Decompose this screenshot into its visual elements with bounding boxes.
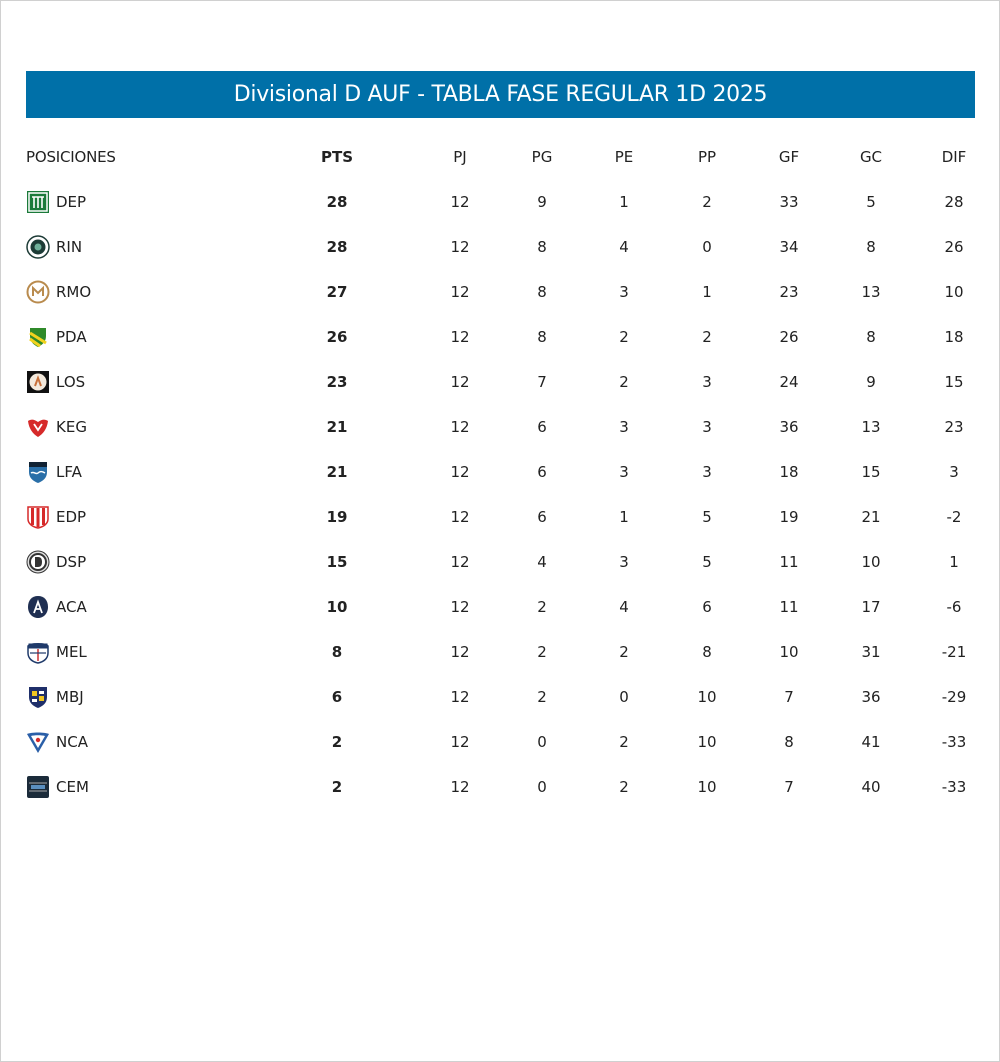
dif-cell: 3	[949, 462, 959, 481]
pe-cell: 4	[619, 597, 629, 616]
dif-cell: 1	[949, 552, 959, 571]
column-header-gf: GF	[778, 148, 800, 166]
dsp-crest-icon	[26, 550, 50, 574]
dif-cell: 15	[944, 372, 964, 391]
team-cell	[26, 179, 276, 224]
table-row	[26, 539, 975, 584]
team-cell	[26, 764, 276, 809]
pp-cell: 10	[697, 777, 717, 796]
gc-cell: 41	[861, 732, 881, 751]
pe-cell: 0	[619, 687, 629, 706]
pg-cell: 6	[537, 462, 547, 481]
table-row	[26, 494, 975, 539]
pg-cell: 0	[537, 777, 547, 796]
dif-cell: 23	[944, 417, 964, 436]
gc-cell: 13	[861, 282, 881, 301]
gc-cell: 40	[861, 777, 881, 796]
pts-cell: 28	[326, 237, 348, 256]
gc-cell: 17	[861, 597, 881, 616]
team-name: RIN	[56, 237, 83, 256]
pp-cell: 3	[702, 462, 712, 481]
table-row	[26, 449, 975, 494]
table-row	[26, 359, 975, 404]
pg-cell: 6	[537, 507, 547, 526]
pts-cell: 28	[326, 192, 348, 211]
aca-crest-icon	[26, 595, 50, 619]
pj-cell: 12	[450, 417, 470, 436]
nca-crest-icon	[26, 730, 50, 754]
team-cell	[26, 269, 276, 314]
gf-cell: 26	[779, 327, 799, 346]
team-name: PDA	[56, 327, 87, 346]
gc-cell: 5	[866, 192, 876, 211]
pts-cell: 27	[326, 282, 348, 301]
gf-cell: 18	[779, 462, 799, 481]
gf-cell: 7	[784, 687, 794, 706]
pj-cell: 12	[450, 687, 470, 706]
pp-cell: 3	[702, 372, 712, 391]
pp-cell: 0	[702, 237, 712, 256]
pts-cell: 19	[326, 507, 348, 526]
pj-cell: 12	[450, 282, 470, 301]
pg-cell: 7	[537, 372, 547, 391]
pg-cell: 0	[537, 732, 547, 751]
pts-cell: 2	[331, 777, 343, 796]
pg-cell: 4	[537, 552, 547, 571]
pp-cell: 6	[702, 597, 712, 616]
table-row	[26, 179, 975, 224]
rin-crest-icon	[26, 235, 50, 259]
mbj-crest-icon	[26, 685, 50, 709]
table-row	[26, 404, 975, 449]
team-name: KEG	[56, 417, 87, 436]
team-name: EDP	[56, 507, 87, 526]
column-header-pg: PG	[531, 148, 553, 166]
pg-cell: 2	[537, 597, 547, 616]
keg-crest-icon	[26, 415, 50, 439]
gf-cell: 23	[779, 282, 799, 301]
team-name: CEM	[56, 777, 89, 796]
gc-cell: 15	[861, 462, 881, 481]
team-name: MEL	[56, 642, 87, 661]
pts-cell: 21	[326, 417, 348, 436]
pts-cell: 6	[331, 687, 343, 706]
gc-cell: 21	[861, 507, 881, 526]
dep-crest-icon	[26, 190, 50, 214]
table-row	[26, 224, 975, 269]
pe-cell: 3	[619, 282, 629, 301]
dif-cell: -2	[946, 507, 962, 526]
pp-cell: 5	[702, 552, 712, 571]
column-header-pj: PJ	[453, 148, 467, 166]
pts-cell: 26	[326, 327, 348, 346]
team-cell	[26, 539, 276, 584]
pg-cell: 8	[537, 282, 547, 301]
column-header-pp: PP	[697, 148, 717, 166]
column-header-gc: GC	[859, 148, 883, 166]
pp-cell: 3	[702, 417, 712, 436]
team-name: DEP	[56, 192, 87, 211]
team-cell	[26, 584, 276, 629]
pts-cell: 21	[326, 462, 348, 481]
los-crest-icon	[26, 370, 50, 394]
pg-cell: 2	[537, 642, 547, 661]
edp-crest-icon	[26, 505, 50, 529]
pj-cell: 12	[450, 462, 470, 481]
table-title-banner	[26, 71, 975, 118]
column-header-pts: PTS	[320, 148, 354, 166]
dif-cell: -33	[941, 777, 967, 796]
gf-cell: 19	[779, 507, 799, 526]
rmo-crest-icon	[26, 280, 50, 304]
gf-cell: 33	[779, 192, 799, 211]
table-row	[26, 764, 975, 809]
pts-cell: 15	[326, 552, 348, 571]
pts-cell: 23	[326, 372, 348, 391]
table-row	[26, 629, 975, 674]
team-name: LOS	[56, 372, 86, 391]
pda-crest-icon	[26, 325, 50, 349]
team-name: NCA	[56, 732, 88, 751]
gc-cell: 10	[861, 552, 881, 571]
column-header-posiciones: POSICIONES	[26, 148, 116, 166]
pj-cell: 12	[450, 327, 470, 346]
team-cell	[26, 719, 276, 764]
team-cell	[26, 359, 276, 404]
table-row	[26, 719, 975, 764]
team-cell	[26, 314, 276, 359]
pj-cell: 12	[450, 732, 470, 751]
pg-cell: 8	[537, 327, 547, 346]
dif-cell: 18	[944, 327, 964, 346]
gc-cell: 8	[866, 327, 876, 346]
pj-cell: 12	[450, 237, 470, 256]
pe-cell: 1	[619, 507, 629, 526]
cem-crest-icon	[26, 775, 50, 799]
team-cell	[26, 449, 276, 494]
team-name: ACA	[56, 597, 87, 616]
pj-cell: 12	[450, 507, 470, 526]
mel-crest-icon	[26, 640, 50, 664]
pp-cell: 1	[702, 282, 712, 301]
table-row	[26, 674, 975, 719]
gc-cell: 36	[861, 687, 881, 706]
pj-cell: 12	[450, 552, 470, 571]
table-row	[26, 314, 975, 359]
pe-cell: 2	[619, 777, 629, 796]
dif-cell: -29	[941, 687, 967, 706]
lfa-crest-icon	[26, 460, 50, 484]
gf-cell: 34	[779, 237, 799, 256]
dif-cell: 28	[944, 192, 964, 211]
pp-cell: 10	[697, 687, 717, 706]
pe-cell: 2	[619, 327, 629, 346]
gc-cell: 31	[861, 642, 881, 661]
gf-cell: 7	[784, 777, 794, 796]
team-cell	[26, 404, 276, 449]
dif-cell: 26	[944, 237, 964, 256]
pp-cell: 8	[702, 642, 712, 661]
pe-cell: 3	[619, 462, 629, 481]
team-cell	[26, 494, 276, 539]
pe-cell: 2	[619, 372, 629, 391]
pts-cell: 10	[326, 597, 348, 616]
pg-cell: 8	[537, 237, 547, 256]
team-cell	[26, 674, 276, 719]
gf-cell: 24	[779, 372, 799, 391]
column-header-pe: PE	[614, 148, 634, 166]
pp-cell: 2	[702, 327, 712, 346]
pe-cell: 3	[619, 552, 629, 571]
page-title: Divisional D AUF - TABLA FASE REGULAR 1D 2025	[233, 82, 768, 107]
gc-cell: 8	[866, 237, 876, 256]
dif-cell: -21	[941, 642, 967, 661]
pj-cell: 12	[450, 372, 470, 391]
dif-cell: 10	[944, 282, 964, 301]
team-name: DSP	[56, 552, 87, 571]
pg-cell: 9	[537, 192, 547, 211]
team-name: MBJ	[56, 687, 84, 706]
table-row	[26, 584, 975, 629]
table-header-row	[26, 135, 975, 179]
table-row	[26, 269, 975, 314]
team-name: LFA	[56, 462, 82, 481]
pe-cell: 2	[619, 732, 629, 751]
gc-cell: 13	[861, 417, 881, 436]
pp-cell: 10	[697, 732, 717, 751]
gf-cell: 10	[779, 642, 799, 661]
column-header-dif: DIF	[941, 148, 967, 166]
gf-cell: 8	[784, 732, 794, 751]
pj-cell: 12	[450, 597, 470, 616]
pp-cell: 5	[702, 507, 712, 526]
pe-cell: 2	[619, 642, 629, 661]
pe-cell: 3	[619, 417, 629, 436]
team-cell	[26, 224, 276, 269]
table-body	[26, 179, 975, 809]
pg-cell: 6	[537, 417, 547, 436]
standings-table	[26, 135, 975, 809]
team-name: RMO	[56, 282, 92, 301]
gf-cell: 36	[779, 417, 799, 436]
pj-cell: 12	[450, 192, 470, 211]
dif-cell: -33	[941, 732, 967, 751]
gc-cell: 9	[866, 372, 876, 391]
gf-cell: 11	[779, 552, 799, 571]
pts-cell: 2	[331, 732, 343, 751]
pj-cell: 12	[450, 777, 470, 796]
dif-cell: -6	[946, 597, 962, 616]
pj-cell: 12	[450, 642, 470, 661]
pe-cell: 1	[619, 192, 629, 211]
pts-cell: 8	[331, 642, 343, 661]
gf-cell: 11	[779, 597, 799, 616]
pg-cell: 2	[537, 687, 547, 706]
pp-cell: 2	[702, 192, 712, 211]
team-cell	[26, 629, 276, 674]
pe-cell: 4	[619, 237, 629, 256]
